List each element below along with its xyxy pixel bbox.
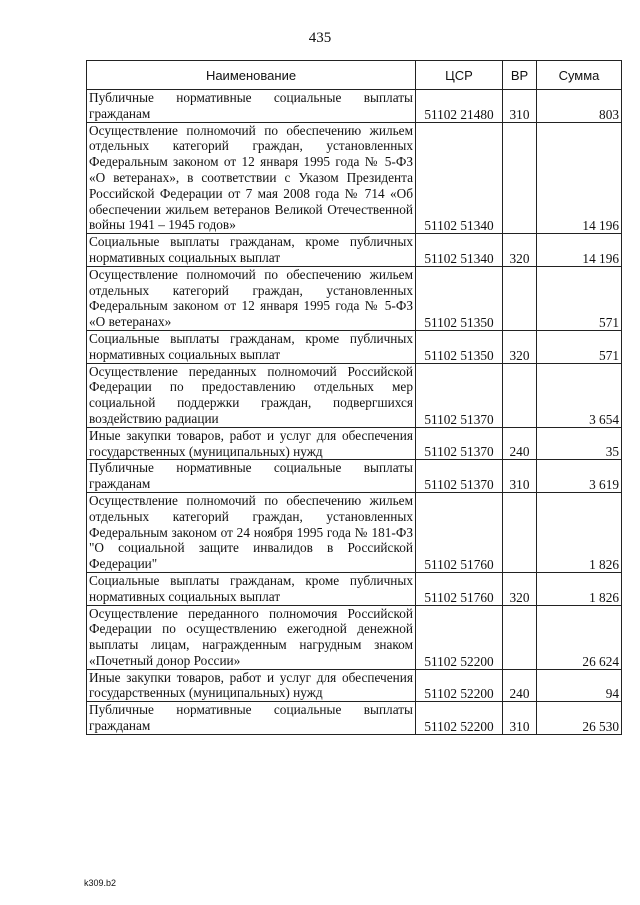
row-vr	[503, 492, 537, 572]
row-name: Осуществление полномочий по обеспечению жильем отдельных категорий граждан, установленных Федеральным законом от 24 ноября 1995 года № 181-ФЗ "О социальной защите инвалидов в Российской Федерации"	[87, 492, 416, 572]
row-vr	[503, 122, 537, 234]
table-row	[87, 363, 622, 427]
table-row	[87, 460, 622, 493]
row-csr: 51102 52200	[416, 605, 503, 669]
row-csr: 51102 51760	[416, 492, 503, 572]
row-csr: 51102 52200	[416, 702, 503, 735]
row-csr: 51102 51350	[416, 330, 503, 363]
row-csr: 51102 51340	[416, 234, 503, 267]
row-name: Иные закупки товаров, работ и услуг для обеспечения государственных (муниципальных) нужд	[87, 427, 416, 460]
table-row	[87, 266, 622, 330]
row-vr: 310	[503, 702, 537, 735]
row-csr: 51102 52200	[416, 669, 503, 702]
row-name: Осуществление переданного полномочия Российской Федерации по осуществлению ежегодной денежной выплаты лицам, награжденным нагрудным знаком «Почетный донор России»	[87, 605, 416, 669]
header-csr: ЦСР	[416, 61, 503, 90]
table-row	[87, 669, 622, 702]
row-sum: 1 826	[537, 492, 622, 572]
row-sum: 1 826	[537, 572, 622, 605]
table-row	[87, 492, 622, 572]
table-row	[87, 90, 622, 123]
table-row	[87, 234, 622, 267]
row-vr: 320	[503, 330, 537, 363]
row-name: Социальные выплаты гражданам, кроме публичных нормативных социальных выплат	[87, 572, 416, 605]
row-name: Осуществление полномочий по обеспечению жильем отдельных категорий граждан, установленных Федеральным законом от 12 января 1995 года № 5-ФЗ «О ветеранах»	[87, 266, 416, 330]
row-sum: 94	[537, 669, 622, 702]
row-name: Публичные нормативные социальные выплаты гражданам	[87, 702, 416, 735]
table-header-row	[87, 61, 622, 90]
row-name: Иные закупки товаров, работ и услуг для обеспечения государственных (муниципальных) нужд	[87, 669, 416, 702]
row-sum: 35	[537, 427, 622, 460]
row-vr: 320	[503, 572, 537, 605]
row-csr: 51102 51370	[416, 363, 503, 427]
row-vr: 310	[503, 90, 537, 123]
budget-table	[86, 60, 622, 735]
table-row	[87, 605, 622, 669]
row-sum: 571	[537, 330, 622, 363]
header-name: Наименование	[87, 61, 416, 90]
row-vr	[503, 605, 537, 669]
table-row	[87, 122, 622, 234]
row-sum: 26 530	[537, 702, 622, 735]
row-name: Социальные выплаты гражданам, кроме публичных нормативных социальных выплат	[87, 234, 416, 267]
row-name: Публичные нормативные социальные выплаты гражданам	[87, 90, 416, 123]
row-sum: 3 654	[537, 363, 622, 427]
row-name: Осуществление переданных полномочий Российской Федерации по предоставлению отдельных мер социальной поддержки граждан, подвергшихся воздействию радиации	[87, 363, 416, 427]
row-vr	[503, 266, 537, 330]
table-row	[87, 427, 622, 460]
row-vr: 240	[503, 669, 537, 702]
row-csr: 51102 51350	[416, 266, 503, 330]
row-vr: 320	[503, 234, 537, 267]
row-sum: 14 196	[537, 234, 622, 267]
row-vr: 310	[503, 460, 537, 493]
row-vr: 240	[503, 427, 537, 460]
row-csr: 51102 51370	[416, 427, 503, 460]
row-csr: 51102 51760	[416, 572, 503, 605]
row-sum: 803	[537, 90, 622, 123]
footer-code: k309.b2	[84, 878, 117, 888]
row-sum: 14 196	[537, 122, 622, 234]
header-vr: ВР	[503, 61, 537, 90]
header-sum: Сумма	[537, 61, 622, 90]
table-row	[87, 330, 622, 363]
row-sum: 571	[537, 266, 622, 330]
row-csr: 51102 51340	[416, 122, 503, 234]
row-csr: 51102 51370	[416, 460, 503, 493]
row-name: Публичные нормативные социальные выплаты гражданам	[87, 460, 416, 493]
table-row	[87, 572, 622, 605]
table-row	[87, 702, 622, 735]
row-sum: 26 624	[537, 605, 622, 669]
row-sum: 3 619	[537, 460, 622, 493]
row-csr: 51102 21480	[416, 90, 503, 123]
row-vr	[503, 363, 537, 427]
page-number: 435	[308, 30, 332, 46]
row-name: Осуществление полномочий по обеспечению жильем отдельных категорий граждан, установленных Федеральным законом от 12 января 1995 года № 5-ФЗ «О ветеранах», в соответствии с Указом Президента Российской Федерации от 7 мая 2008 года № 714 «Об обеспечении жильем ветеранов Великой Отечественной войны 1941 – 1945 годов»	[87, 122, 416, 234]
row-name: Социальные выплаты гражданам, кроме публичных нормативных социальных выплат	[87, 330, 416, 363]
